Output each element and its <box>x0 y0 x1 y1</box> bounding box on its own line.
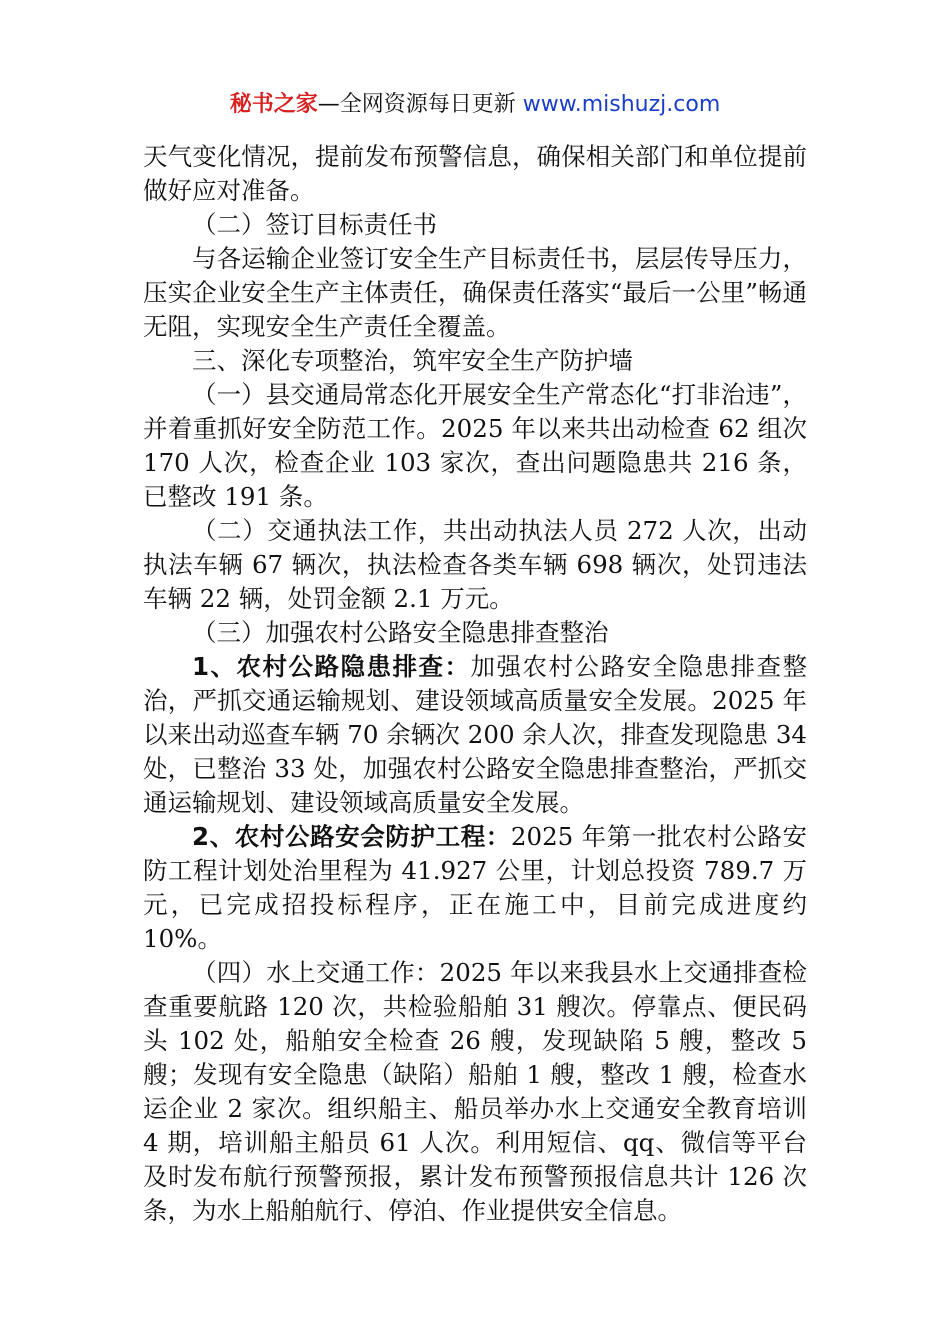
header-site-link[interactable]: www.mishuzj.com <box>522 92 721 117</box>
paragraph: （一）县交通局常态化开展安全生产常态化“打非治违”，并着重抓好安全防范工作。2025 年以来共出动检查 62 组次 170 人次，检查企业 103 家次，查出问题隐患共 216 条，已整改 191 条。 <box>143 380 807 511</box>
section-heading: （三）加强农村公路安全隐患排查整治 <box>192 618 609 647</box>
page-header <box>0 88 950 122</box>
paragraph: （四）水上交通工作：2025 年以来我县水上交通排查检查重要航路 120 次，共检验船舶 31 艘次。停靠点、便民码头 102 处，船舶安全检查 26 艘，发现缺陷 5 艘，整改 5 艘；发现有安全隐患（缺陷）船舶 1 艘，整改 1 艘，检查水运企业 2 家次。组织船主、船员举办水上交通安全教育培训 4 期，培训船主船员 61 人次。利用短信、qq、微信等平台及时发布航行预警预报，累计发布预警预报信息共计 126 次条，为水上船舶航行、停泊、作业提供安全信息。 <box>143 958 807 1225</box>
paragraph-lead: 1、农村公路隐患排查： <box>192 652 471 681</box>
paragraph: （二）交通执法工作，共出动执法人员 272 人次，出动执法车辆 67 辆次，执法检查各类车辆 698 辆次，处罚违法车辆 22 辆，处罚金额 2.1 万元。 <box>143 516 807 613</box>
paragraph-text: 2025 年第一批农村公路安防工程计划处治里程为 41.927 公里，计划总投资 789.7 万元，已完成招投标程序，正在施工中，目前完成进度约 10%。 <box>143 822 808 953</box>
paragraph: 与各运输企业签订安全生产目标责任书，层层传导压力，压实企业安全生产主体责任，确保责任落实“最后一公里”畅通无阻，实现安全生产责任全覆盖。 <box>143 244 807 341</box>
section-heading: （二）签订目标责任书 <box>192 210 437 239</box>
paragraph-text: 加强农村公路安全隐患排查整治，严抓交通运输规划、建设领域高质量安全发展。2025 年以来出动巡查车辆 70 余辆次 200 余人次，排查发现隐患 34 处，已整治 33 处，加强农村公路安全隐患排查整治，严抓交通运输规划、建设领域高质量安全发展。 <box>143 652 808 817</box>
section-heading: 三、深化专项整治，筑牢安全生产防护墙 <box>192 346 633 375</box>
paragraph <box>143 820 807 956</box>
document-body <box>143 140 807 1228</box>
header-brand: 秘书之家 <box>229 92 318 117</box>
paragraph-continuation: 天气变化情况，提前发布预警信息，确保相关部门和单位提前做好应对准备。 <box>143 142 807 205</box>
paragraph-lead: 2、农村公路安会防护工程： <box>192 822 511 851</box>
header-slogan: —全网资源每日更新 <box>317 92 516 117</box>
paragraph <box>143 650 807 820</box>
